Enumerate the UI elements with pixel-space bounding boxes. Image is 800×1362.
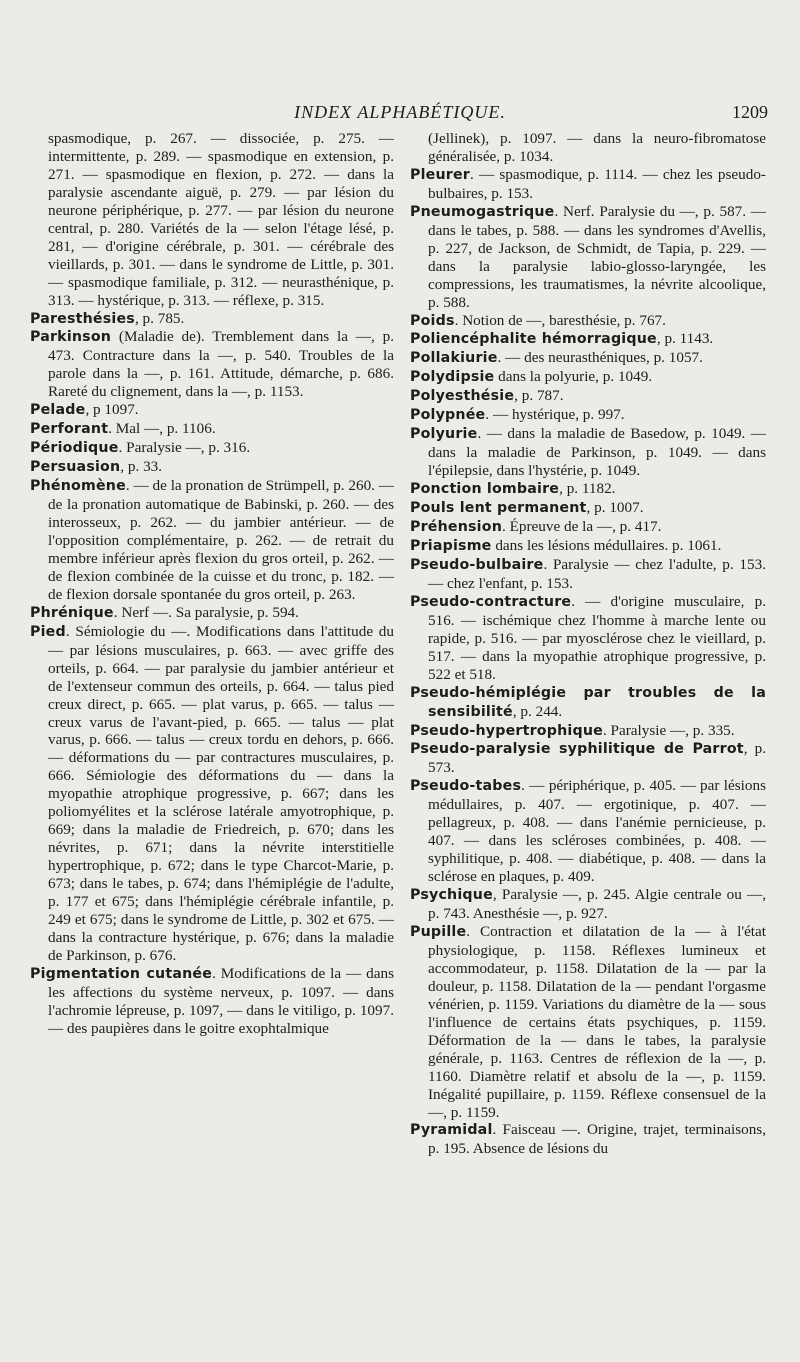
index-entry — [30, 420, 394, 439]
entry-heading: Pollakiurie — [410, 350, 498, 367]
entry-heading: Pelade — [30, 402, 86, 419]
entry-text: , p. 1143. — [656, 330, 714, 348]
entry-text: . — périphérique, p. 405. — par lésions médullaires, p. 407. — ergotinique, p. 407. — pellagreux, p. 408. — dans l'anémie pernicieuse, p. 407. — dans les scléroses combinées, p. 408. — syphilitique, p. 408. — diabétique, p. 408. — dans la sclérose en plaques, p. 409. — [428, 777, 766, 886]
index-entry — [410, 684, 766, 722]
entry-text: (Maladie de). Tremblement dans la —, p. 473. Contracture dans la —, p. 540. Troubles de la parole dans la —, p. 161. Attitude, démarche, p. 686. Rareté du clignement, dans la —, p. 1153. — [48, 328, 394, 401]
entry-heading: Polyurie — [410, 426, 478, 443]
entry-heading: Pyramidal — [410, 1122, 493, 1139]
index-entry — [30, 328, 394, 401]
entry-heading: Ponction lombaire — [410, 481, 560, 498]
entry-heading: Préhension — [410, 519, 502, 536]
entry-heading: Pupille — [410, 923, 467, 940]
entry-text: . — de la pronation de Strümpell, p. 260. — de la pronation automatique de Babinski, p. 260. — des interosseux, p. 262. — du jambier antérieur. — de l'opposition complémentaire, p. 262. — de retrait du membre inférieur après flexion du gros orteil, p. 262. — de flexion combinée de la cuisse et du tronc, p. 182. — de flexion dorsale spontanée du gros orteil, p. 263. — [48, 477, 394, 603]
index-entry — [410, 886, 766, 923]
entry-text: . Notion de —, baresthésie, p. 767. — [454, 311, 666, 329]
entry-heading: Périodique — [30, 440, 119, 457]
entry-text: . — dans la maladie de Basedow, p. 1049. — dans la maladie de Parkinson, p. 1049. — dans l'épilepsie, dans l'hystérie, p. 1049. — [428, 425, 766, 480]
entry-heading: Phénomène — [30, 478, 126, 495]
index-entry — [410, 722, 766, 741]
entry-text: dans les lésions médullaires. p. 1061. — [491, 536, 722, 554]
entry-heading: Pseudo-hémiplégie par troubles de la sensibilité — [410, 684, 766, 720]
index-entry — [410, 406, 766, 425]
index-entry — [30, 477, 394, 604]
entry-heading: Pneumogastrique — [410, 203, 555, 220]
index-entry — [410, 166, 766, 203]
entry-text: . Épreuve de la —, p. 417. — [502, 518, 662, 536]
entry-heading: Poliencéphalite hémorragique — [410, 331, 657, 348]
entry-text: , p. 573. — [428, 740, 766, 777]
entry-text: . Faisceau —. Origine, trajet, terminaisons, p. 195. Absence de lésions du — [428, 1121, 766, 1158]
entry-heading: Polyesthésie — [410, 388, 515, 405]
index-entry — [410, 425, 766, 480]
index-entry — [30, 623, 394, 965]
running-title: INDEX ALPHABÉTIQUE. — [294, 102, 506, 122]
index-entry — [410, 349, 766, 368]
entry-heading: Phrénique — [30, 604, 114, 621]
index-entry — [30, 604, 394, 623]
entry-heading: Perforant — [30, 421, 109, 438]
entry-text: , p 1097. — [85, 401, 139, 419]
entry-text: . Mal —, p. 1106. — [108, 420, 216, 438]
left-column — [30, 130, 394, 1038]
entry-text: , p. 1007. — [586, 499, 644, 517]
index-entry — [410, 593, 766, 684]
entry-text: . — d'origine musculaire, p. 516. — ischémique chez l'homme à marche lente ou rapide, p. 516. — par myosclérose chez le vieillard, p. 517. — dans la myopathie atrophique progressive, p. 522 et 518. — [428, 592, 766, 683]
right-column — [410, 130, 766, 1158]
entry-text: , p. 33. — [120, 458, 163, 476]
entry-text: , p. 1182. — [559, 480, 616, 498]
entry-text: . Nerf. Paralysie du —, p. 587. — dans le tabes, p. 588. — dans les syndromes d'Avellis, p. 227, de Jackson, de Schmidt, de Tapia, p. 229. — dans la paralysie labio-glosso-laryngée, les compressions, les traumatismes, la névrite alcoolique, p. 588. — [428, 202, 766, 311]
entry-heading: Pied — [30, 623, 66, 640]
index-entry — [30, 458, 394, 477]
entry-heading: Pseudo-bulbaire — [410, 556, 544, 573]
entry-text: . — des neurasthéniques, p. 1057. — [497, 349, 703, 367]
entry-text: . Paralysie — chez l'adulte, p. 153. — chez l'enfant, p. 153. — [428, 555, 766, 592]
entry-text: . Contraction et dilatation de la — à l'état physiologique, p. 1158. Réflexes lumineux et accommodateur, p. 1158. Dilatation de la — par la douleur, p. 1158. Dilatation de la — pendant l'orgasme vénérien, p. 1159. Variations du diamètre de la — sous l'influence de certains états psychiques, p. 1159. Déformation de la — dans le tabes, la paralysie générale, p. 1163. Centres de réflexion de la —, p. 1160. Diamètre relatif et absolu de la —, p. 1159. Inégalité pupillaire, p. 1159. Réflexe consensuel de la —, p. 1159. — [428, 922, 766, 1121]
entry-text: . Paralysie —, p. 316. — [118, 439, 251, 457]
entry-text: . — spasmodique, p. 1114. — chez les pseudo-bulbaires, p. 153. — [428, 165, 766, 202]
page-number: 1209 — [732, 102, 768, 122]
entry-text: . Nerf —. Sa paralysie, p. 594. — [113, 603, 299, 621]
entry-text: , p. 244. — [512, 702, 563, 720]
index-entry — [30, 965, 394, 1038]
index-entry — [410, 387, 766, 406]
entry-heading: Priapisme — [410, 537, 492, 554]
index-entry — [30, 401, 394, 420]
index-entry — [410, 740, 766, 777]
entry-heading: Psychique — [410, 887, 493, 904]
index-entry — [410, 130, 766, 166]
entry-text: . Paralysie —, p. 335. — [602, 721, 735, 739]
entry-heading: Polydipsie — [410, 369, 495, 386]
entry-text: . Modifications de la — dans les affections du système nerveux, p. 1097. — dans l'achromie lépreuse, p. 1097, — dans le vitiligo, p. 1097. — des paupières dans le goitre exophtalmique — [48, 964, 395, 1037]
entry-heading: Poids — [410, 312, 455, 329]
entry-heading: Polypnée — [410, 407, 486, 424]
index-entry — [410, 1121, 766, 1158]
entry-heading: Parkinson — [30, 329, 112, 346]
index-entry — [410, 777, 766, 886]
entry-text: (Jellinek), p. 1097. — dans la neuro-fibromatose généralisée, p. 1034. — [428, 130, 766, 165]
entry-text: , p. 785. — [134, 309, 185, 327]
index-entry — [30, 130, 394, 310]
entry-text: . — hystérique, p. 997. — [485, 406, 625, 424]
entry-heading: Pseudo-contracture — [410, 593, 572, 610]
entry-text: , Paralysie —, p. 245. Algie centrale ou —, p. 743. Anesthésie —, p. 927. — [428, 886, 766, 923]
entry-text: . Sémiologie du —. Modifications dans l'attitude du — par lésions musculaires, p. 663. — avec griffe des orteils, p. 664. — par paralysie du jambier antérieur et de l'extenseur commun des orteils, p. 664. — talus pied creux direct, p. 665. — plat varus, p. 665. — talus — creux varus de l'avant-pied, p. 665. — talus — plat varus, p. 666. — talus — creux tordu en dehors, p. 666. — déformations du — par contractures musculaires, p. 666. Sémiologie des déformations du — dans la myopathie atrophique progressive, p. 667; dans les poliomyélites et la sclérose latérale amyotrophique, p. 669; dans la maladie de Friedreich, p. 670; dans les névrites, p. 671; dans la névrite interstitielle hypertrophique, p. 672; dans le type Charcot-Marie, p. 673; dans le tabes, p. 674; dans l'hémiplégie de l'adulte, p. 177 et 675; dans l'hémiplégie cérébrale infantile, p. 249 et 675; dans le syndrome de Little, p. 302 et 675. — dans la contracture hystérique, p. 676; dans la maladie de Parkinson, p. 676. — [48, 622, 394, 964]
entry-heading: Pigmentation cutanée — [30, 965, 213, 982]
entry-heading: Pleurer — [410, 166, 470, 183]
entry-text: , p. 787. — [514, 387, 564, 405]
index-entry — [410, 368, 766, 387]
index-entry — [410, 499, 766, 518]
index-entry — [30, 310, 394, 329]
index-entry — [410, 556, 766, 593]
index-entry — [30, 439, 394, 458]
index-entry — [410, 203, 766, 312]
index-entry — [410, 480, 766, 499]
index-entry — [410, 312, 766, 331]
entry-heading: Pseudo-hypertrophique — [410, 722, 603, 739]
entry-heading: Pseudo-paralysie syphilitique de Parrot — [410, 741, 744, 758]
entry-text: spasmodique, p. 267. — dissociée, p. 275. — intermittente, p. 289. — spasmodique en extension, p. 271. — spasmodique en flexion, p. 272. — dans la paralysie ascendante aiguë, p. 279. — par lésion du neurone périphérique, p. 277. — par lésion du neurone central, p. 280. Variétés de la — selon l'étage lésé, p. 281, — d'origine cérébrale, p. 301. — cérébrale des vieillards, p. 301. — dans le syndrome de Little, p. 301. — spasmodique familiale, p. 312. — neurasthénique, p. 313. — hystérique, p. 313. — réflexe, p. 315. — [48, 130, 394, 309]
index-entry — [410, 923, 766, 1121]
entry-heading: Pouls lent permanent — [410, 500, 587, 517]
entry-text: dans la polyurie, p. 1049. — [494, 368, 653, 386]
index-entry — [410, 330, 766, 349]
entry-heading: Pseudo-tabes — [410, 778, 522, 795]
index-entry — [410, 537, 766, 556]
entry-heading: Paresthésies — [30, 310, 135, 327]
index-entry — [410, 518, 766, 537]
entry-heading: Persuasion — [30, 459, 121, 476]
